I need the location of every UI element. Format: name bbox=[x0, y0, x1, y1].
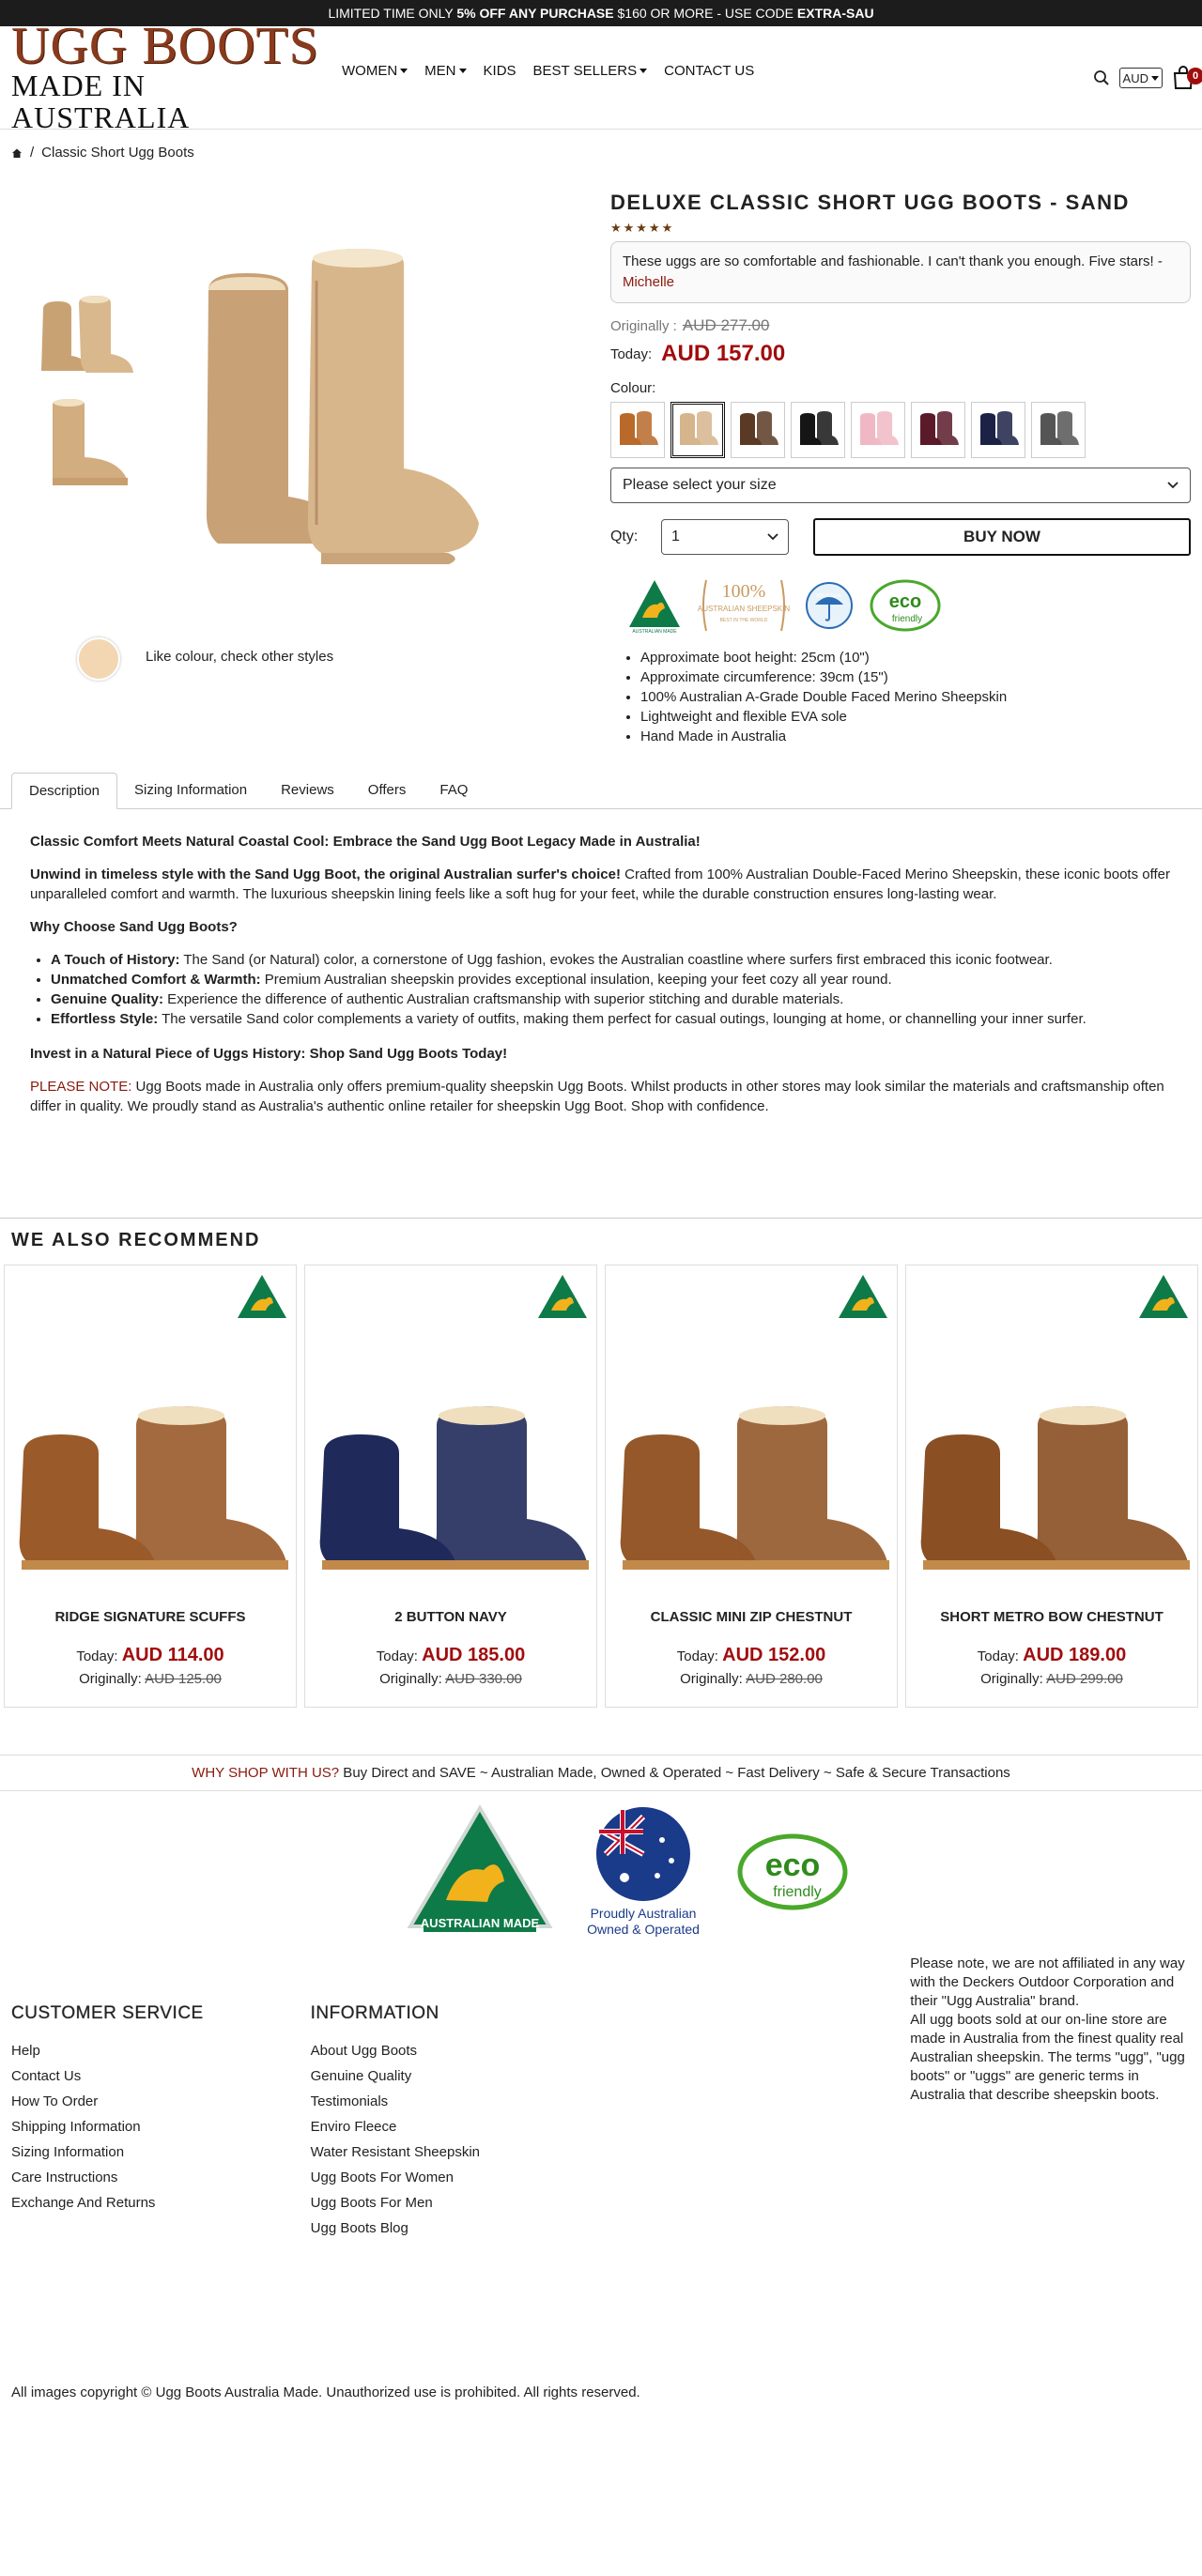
bullet-text: Experience the difference of authentic Australian craftsmanship with superior stitching and durable materials. bbox=[163, 991, 844, 1007]
footer-link[interactable]: Care Instructions bbox=[11, 2170, 118, 2185]
recommend-image[interactable] bbox=[5, 1369, 296, 1585]
recommend-orig-price: AUD 330.00 bbox=[445, 1671, 522, 1687]
why-shop-banner bbox=[0, 1755, 1202, 1791]
breadcrumb-separator: / bbox=[30, 145, 35, 161]
colour-swatches bbox=[610, 402, 1191, 458]
footer-link[interactable]: Ugg Boots Blog bbox=[310, 2220, 408, 2236]
nav-label: WOMEN bbox=[342, 63, 398, 79]
footer-link[interactable]: How To Order bbox=[11, 2093, 99, 2109]
nav-contact-us[interactable] bbox=[664, 63, 754, 79]
chevron-down-icon bbox=[767, 533, 778, 541]
sheepskin-badge-icon bbox=[697, 576, 791, 635]
water-badge-text: AQUA SEAL bbox=[815, 593, 843, 599]
nav-label: MEN bbox=[424, 63, 456, 79]
bullet-text: Premium Australian sheepskin provides exceptional insulation, keeping your feet cozy all year round. bbox=[260, 972, 892, 988]
description-intro: Crafted from 100% Australian Double-Faced Merino Sheepskin, these iconic boots offer unparalleled comfort and warmth. The luxurious sheepskin lining feels like a soft hug for your feet, while the durable construction ensures long-lasting wear. bbox=[30, 866, 1170, 902]
eco-logo-text: eco bbox=[764, 1848, 821, 1883]
recommend-name[interactable]: SHORT METRO BOW CHESTNUT bbox=[940, 1609, 1163, 1625]
rating-stars: ★★★★★ bbox=[609, 221, 675, 235]
today-price: AUD 157.00 bbox=[661, 341, 786, 366]
nav-kids[interactable] bbox=[484, 63, 516, 79]
colour-swatch[interactable] bbox=[971, 402, 1025, 458]
recommend-heading: WE ALSO RECOMMEND bbox=[11, 1230, 261, 1250]
logo-line-2: MADE IN AUSTRALIA bbox=[11, 68, 191, 134]
product-title: DELUXE CLASSIC SHORT UGG BOOTS - SAND bbox=[609, 191, 1130, 214]
sheepskin-badge-big: 100% bbox=[721, 581, 766, 602]
boot-icon bbox=[676, 411, 719, 449]
logo-line-1: UGG BOOTS bbox=[11, 16, 319, 75]
footer-link[interactable]: Water Resistant Sheepskin bbox=[310, 2144, 480, 2160]
bullet-title: A Touch of History: bbox=[51, 952, 180, 968]
australian-made-logo-icon bbox=[405, 1802, 555, 1943]
footer-logos bbox=[56, 1802, 1202, 1943]
footer-disclaimer bbox=[910, 1955, 1191, 2384]
feature-item: • Hand Made in Australia bbox=[640, 727, 1191, 746]
recommend-orig-row bbox=[906, 1671, 1197, 1687]
review-author: Michelle bbox=[622, 274, 674, 290]
recommend-name[interactable]: RIDGE SIGNATURE SCUFFS bbox=[54, 1609, 246, 1625]
recommend-today-label: Today: bbox=[676, 1648, 723, 1664]
feature-item: • Lightweight and flexible EVA sole bbox=[640, 707, 1191, 727]
tab-sizing-information[interactable]: Sizing Information bbox=[134, 782, 248, 798]
size-select[interactable] bbox=[610, 468, 1191, 503]
product-tabs bbox=[0, 773, 1202, 809]
colour-swatch[interactable] bbox=[851, 402, 905, 458]
buy-now-button[interactable]: BUY NOW bbox=[813, 518, 1191, 556]
invest-heading: Invest in a Natural Piece of Uggs History: Shop Sand Ugg Boots Today! bbox=[30, 1046, 508, 1062]
description-bullets bbox=[51, 950, 1172, 1029]
why-label: WHY SHOP WITH US? bbox=[192, 1765, 340, 1781]
bullet-text: The versatile Sand color complements a variety of outfits, making them perfect for casual outings, lounging at home, or channelling your inner surfer. bbox=[158, 1011, 1086, 1027]
footer-link[interactable]: Exchange And Returns bbox=[11, 2195, 156, 2211]
promo-text: LIMITED TIME ONLY bbox=[328, 6, 457, 21]
sand-colour-swatch[interactable] bbox=[77, 637, 120, 681]
feature-list bbox=[640, 648, 1191, 746]
bullet-title: Genuine Quality: bbox=[51, 991, 164, 1007]
bullet-title: Unmatched Comfort & Warmth: bbox=[51, 972, 261, 988]
recommend-image[interactable] bbox=[906, 1369, 1197, 1585]
recommend-price-row bbox=[906, 1645, 1197, 1666]
recommend-orig-row bbox=[5, 1671, 296, 1687]
trust-badges bbox=[625, 576, 1191, 635]
sheepskin-badge-tiny: BEST IN THE WORLD bbox=[719, 618, 768, 623]
information-column bbox=[311, 1953, 610, 2384]
qty-select[interactable] bbox=[661, 519, 789, 555]
breadcrumb-current[interactable]: Classic Short Ugg Boots bbox=[41, 145, 194, 161]
thumbnail-front[interactable] bbox=[30, 281, 147, 389]
tab-description[interactable]: Description bbox=[11, 773, 117, 809]
nav-label: BEST SELLERS bbox=[532, 63, 638, 79]
nav-women[interactable] bbox=[342, 63, 408, 79]
feature-item: • 100% Australian A-Grade Double Faced Merino Sheepskin bbox=[640, 687, 1191, 707]
recommend-today-label: Today: bbox=[977, 1648, 1024, 1664]
today-price-label: Today: bbox=[609, 345, 653, 362]
proudly-line-2: Owned & Operated bbox=[587, 1922, 700, 1937]
recommend-orig-label: Originally: bbox=[680, 1671, 747, 1687]
chevron-down-icon bbox=[1167, 482, 1179, 489]
original-price: AUD 277.00 bbox=[682, 316, 770, 334]
recommend-orig-label: Originally: bbox=[980, 1671, 1047, 1687]
eco-friendly-logo-icon bbox=[732, 1831, 854, 1921]
australian-flag-globe-icon bbox=[592, 1802, 695, 1906]
recommend-orig-row bbox=[305, 1671, 596, 1687]
product-main-image[interactable] bbox=[180, 224, 593, 600]
recommend-price: AUD 114.00 bbox=[121, 1645, 224, 1665]
description-headline: Classic Comfort Meets Natural Coastal Cool: Embrace the Sand Ugg Boot Legacy Made in Australia! bbox=[30, 834, 701, 850]
feature-item: • Approximate circumference: 39cm (15") bbox=[640, 667, 1191, 687]
australian-made-badge-icon bbox=[236, 1273, 288, 1324]
thumbnail-side[interactable] bbox=[30, 391, 147, 499]
recommend-price: AUD 185.00 bbox=[422, 1645, 526, 1665]
colour-swatch[interactable] bbox=[610, 402, 665, 458]
recommend-price: AUD 189.00 bbox=[1023, 1645, 1127, 1665]
disclaimer-text-1: Please note, we are not affiliated in any way with the Deckers Outdoor Corporation and their "Ugg Australia" brand. bbox=[910, 1955, 1185, 2009]
eco-logo-sub: friendly bbox=[773, 1884, 822, 1900]
footer-link[interactable]: Sizing Information bbox=[11, 2144, 125, 2160]
recommend-name[interactable]: 2 BUTTON NAVY bbox=[394, 1609, 507, 1625]
recommend-price-row bbox=[606, 1645, 897, 1666]
proudly-australian-logo bbox=[587, 1802, 700, 1938]
description-intro-bold: Unwind in timeless style with the Sand Ugg Boot, the original Australian surfer's choice! bbox=[30, 866, 621, 882]
customer-service-links bbox=[11, 2043, 311, 2211]
boot-icon bbox=[856, 411, 900, 449]
tab-offers[interactable]: Offers bbox=[367, 782, 407, 798]
customer-service-heading: CUSTOMER SERVICE bbox=[11, 2003, 204, 2023]
sheepskin-badge-small: AUSTRALIAN SHEEPSKIN bbox=[697, 605, 791, 613]
promo-offer: 5% OFF ANY PURCHASE bbox=[456, 6, 614, 21]
am-badge-text: AUSTRALIAN MADE bbox=[632, 629, 677, 635]
review-text: These uggs are so comfortable and fashionable. I can't thank you enough. Five stars! - bbox=[622, 253, 1163, 269]
breadcrumb bbox=[0, 130, 1202, 176]
size-placeholder: Please select your size bbox=[622, 477, 777, 493]
recommend-card[interactable] bbox=[605, 1265, 898, 1708]
footer-link[interactable]: Ugg Boots For Men bbox=[310, 2195, 433, 2211]
qty-row bbox=[610, 518, 1191, 556]
water-resistant-badge-icon bbox=[804, 580, 855, 631]
site-footer bbox=[0, 1953, 1202, 2384]
search-icon[interactable] bbox=[1093, 69, 1110, 86]
colour-swatch[interactable] bbox=[1031, 402, 1086, 458]
colour-label: Colour: bbox=[609, 380, 656, 396]
recommend-today-label: Today: bbox=[76, 1648, 122, 1664]
footer-link[interactable]: Testimonials bbox=[310, 2093, 389, 2109]
original-price-label: Originally : bbox=[609, 318, 677, 334]
cart-count-badge: 0 bbox=[1187, 68, 1202, 84]
why-heading: Why Choose Sand Ugg Boots? bbox=[30, 919, 238, 935]
main-nav bbox=[342, 63, 754, 79]
nav-label: KIDS bbox=[483, 63, 516, 79]
nav-label: CONTACT US bbox=[664, 63, 755, 79]
information-heading: INFORMATION bbox=[310, 2003, 439, 2023]
qty-value: 1 bbox=[670, 529, 680, 544]
footer-link[interactable]: Genuine Quality bbox=[310, 2068, 412, 2084]
recommend-price-row bbox=[5, 1645, 296, 1666]
product-gallery bbox=[11, 187, 610, 713]
note-label: PLEASE NOTE: bbox=[30, 1079, 132, 1095]
promo-code: EXTRA-SAU bbox=[796, 6, 874, 21]
boot-icon bbox=[1037, 411, 1080, 449]
caret-down-icon bbox=[459, 69, 467, 73]
recommend-orig-price: AUD 125.00 bbox=[145, 1671, 222, 1687]
footer-link[interactable]: Shipping Information bbox=[11, 2119, 141, 2135]
qty-label: Qty: bbox=[609, 529, 639, 544]
chevron-down-icon bbox=[1151, 76, 1159, 81]
description-bullet bbox=[51, 1009, 1172, 1029]
recommend-image[interactable] bbox=[606, 1369, 897, 1585]
today-price-row bbox=[610, 341, 1191, 367]
description-bullet bbox=[51, 950, 1172, 970]
recommend-orig-label: Originally: bbox=[79, 1671, 146, 1687]
australian-made-badge-icon bbox=[1137, 1273, 1190, 1324]
currency-value: AUD bbox=[1122, 70, 1148, 85]
header-actions bbox=[1093, 66, 1199, 90]
recommend-card[interactable] bbox=[4, 1265, 297, 1708]
eco-badge-text: eco bbox=[888, 591, 922, 612]
caret-down-icon bbox=[400, 69, 408, 73]
product-section bbox=[0, 187, 1202, 746]
footer-link[interactable]: Contact Us bbox=[11, 2068, 82, 2084]
australian-made-badge-icon bbox=[536, 1273, 589, 1324]
colour-swatch[interactable] bbox=[791, 402, 845, 458]
tab-faq[interactable]: FAQ bbox=[439, 782, 469, 798]
recommend-price-row bbox=[305, 1645, 596, 1666]
colour-swatch[interactable] bbox=[670, 402, 725, 458]
description-bullet bbox=[51, 989, 1172, 1009]
recommend-price: AUD 152.00 bbox=[722, 1645, 826, 1665]
featured-review bbox=[610, 241, 1191, 303]
description-panel bbox=[0, 809, 1202, 1152]
recommend-row bbox=[0, 1265, 1202, 1708]
promo-text-mid: $160 OR MORE - USE CODE bbox=[613, 6, 797, 21]
eco-badge-sub: friendly bbox=[891, 614, 923, 624]
recommend-image[interactable] bbox=[305, 1369, 596, 1585]
cart-button[interactable] bbox=[1172, 66, 1199, 90]
why-text: Buy Direct and SAVE ~ Australian Made, Owned & Operated ~ Fast Delivery ~ Safe & Secure Transactions bbox=[339, 1765, 1010, 1781]
feature-item: • Approximate boot height: 25cm (10") bbox=[640, 648, 1191, 667]
boot-icon bbox=[977, 411, 1020, 449]
recommend-card[interactable] bbox=[304, 1265, 597, 1708]
footer-link[interactable]: Enviro Fleece bbox=[310, 2119, 397, 2135]
bullet-title: Effortless Style: bbox=[51, 1011, 159, 1027]
colour-swatch[interactable] bbox=[731, 402, 785, 458]
recommend-today-label: Today: bbox=[376, 1648, 423, 1664]
like-colour-text[interactable]: Like colour, check other styles bbox=[146, 649, 334, 665]
boot-icon bbox=[736, 411, 779, 449]
description-bullet bbox=[51, 970, 1172, 989]
recommend-card[interactable] bbox=[905, 1265, 1198, 1708]
am-logo-text: AUSTRALIAN MADE bbox=[420, 1916, 540, 1930]
currency-select[interactable] bbox=[1119, 68, 1163, 88]
note-text: Ugg Boots made in Australia only offers premium-quality sheepskin Ugg Boots. Whilst products in other stores may look similar the materials and craftsmanship often differ in quality. We proudly stand as Australia's authentic online retailer for sheepskin Ugg Boot. Shop with confidence. bbox=[30, 1079, 1164, 1114]
boot-icon bbox=[917, 411, 960, 449]
eco-friendly-badge-icon bbox=[868, 578, 943, 633]
original-price-row bbox=[610, 316, 1191, 335]
nav-men[interactable] bbox=[424, 63, 466, 79]
customer-service-column bbox=[11, 1953, 311, 2384]
boot-icon bbox=[796, 411, 840, 449]
tab-reviews[interactable]: Reviews bbox=[281, 782, 334, 798]
recommend-orig-row bbox=[606, 1671, 897, 1687]
boot-icon bbox=[616, 411, 659, 449]
bullet-text: The Sand (or Natural) color, a cornerstone of Ugg fashion, evokes the Australian coastline where surfers first embraced this iconic footwear. bbox=[179, 952, 1053, 968]
nav-best-sellers[interactable] bbox=[533, 63, 648, 79]
recommend-orig-price: AUD 299.00 bbox=[1046, 1671, 1123, 1687]
recommend-name[interactable]: CLASSIC MINI ZIP CHESTNUT bbox=[650, 1609, 853, 1625]
site-logo[interactable] bbox=[11, 16, 321, 134]
caret-down-icon bbox=[640, 69, 647, 73]
disclaimer-text-2: All ugg boots sold at our on-line store are made in Australia from the finest quality real Australian sheepskin. The terms "ugg", "ugg boots" or "uggs" are generic terms in Australia that describe sheepskin boots. bbox=[910, 2012, 1185, 2103]
footer-link[interactable]: Ugg Boots For Women bbox=[310, 2170, 454, 2185]
australian-made-badge-icon bbox=[837, 1273, 889, 1324]
footer-link[interactable]: Help bbox=[11, 2043, 40, 2059]
proudly-line-1: Proudly Australian bbox=[590, 1906, 697, 1921]
site-header bbox=[0, 16, 1202, 134]
footer-link[interactable]: About Ugg Boots bbox=[310, 2043, 418, 2059]
product-info bbox=[610, 187, 1191, 746]
australian-made-badge-icon bbox=[625, 576, 684, 635]
recommend-orig-price: AUD 280.00 bbox=[746, 1671, 823, 1687]
home-icon[interactable] bbox=[11, 147, 23, 159]
copyright-text: All images copyright © Ugg Boots Australia Made. Unauthorized use is prohibited. All rights reserved. bbox=[11, 2384, 640, 2400]
colour-swatch[interactable] bbox=[911, 402, 965, 458]
information-links bbox=[311, 2043, 610, 2236]
recommend-orig-label: Originally: bbox=[379, 1671, 446, 1687]
